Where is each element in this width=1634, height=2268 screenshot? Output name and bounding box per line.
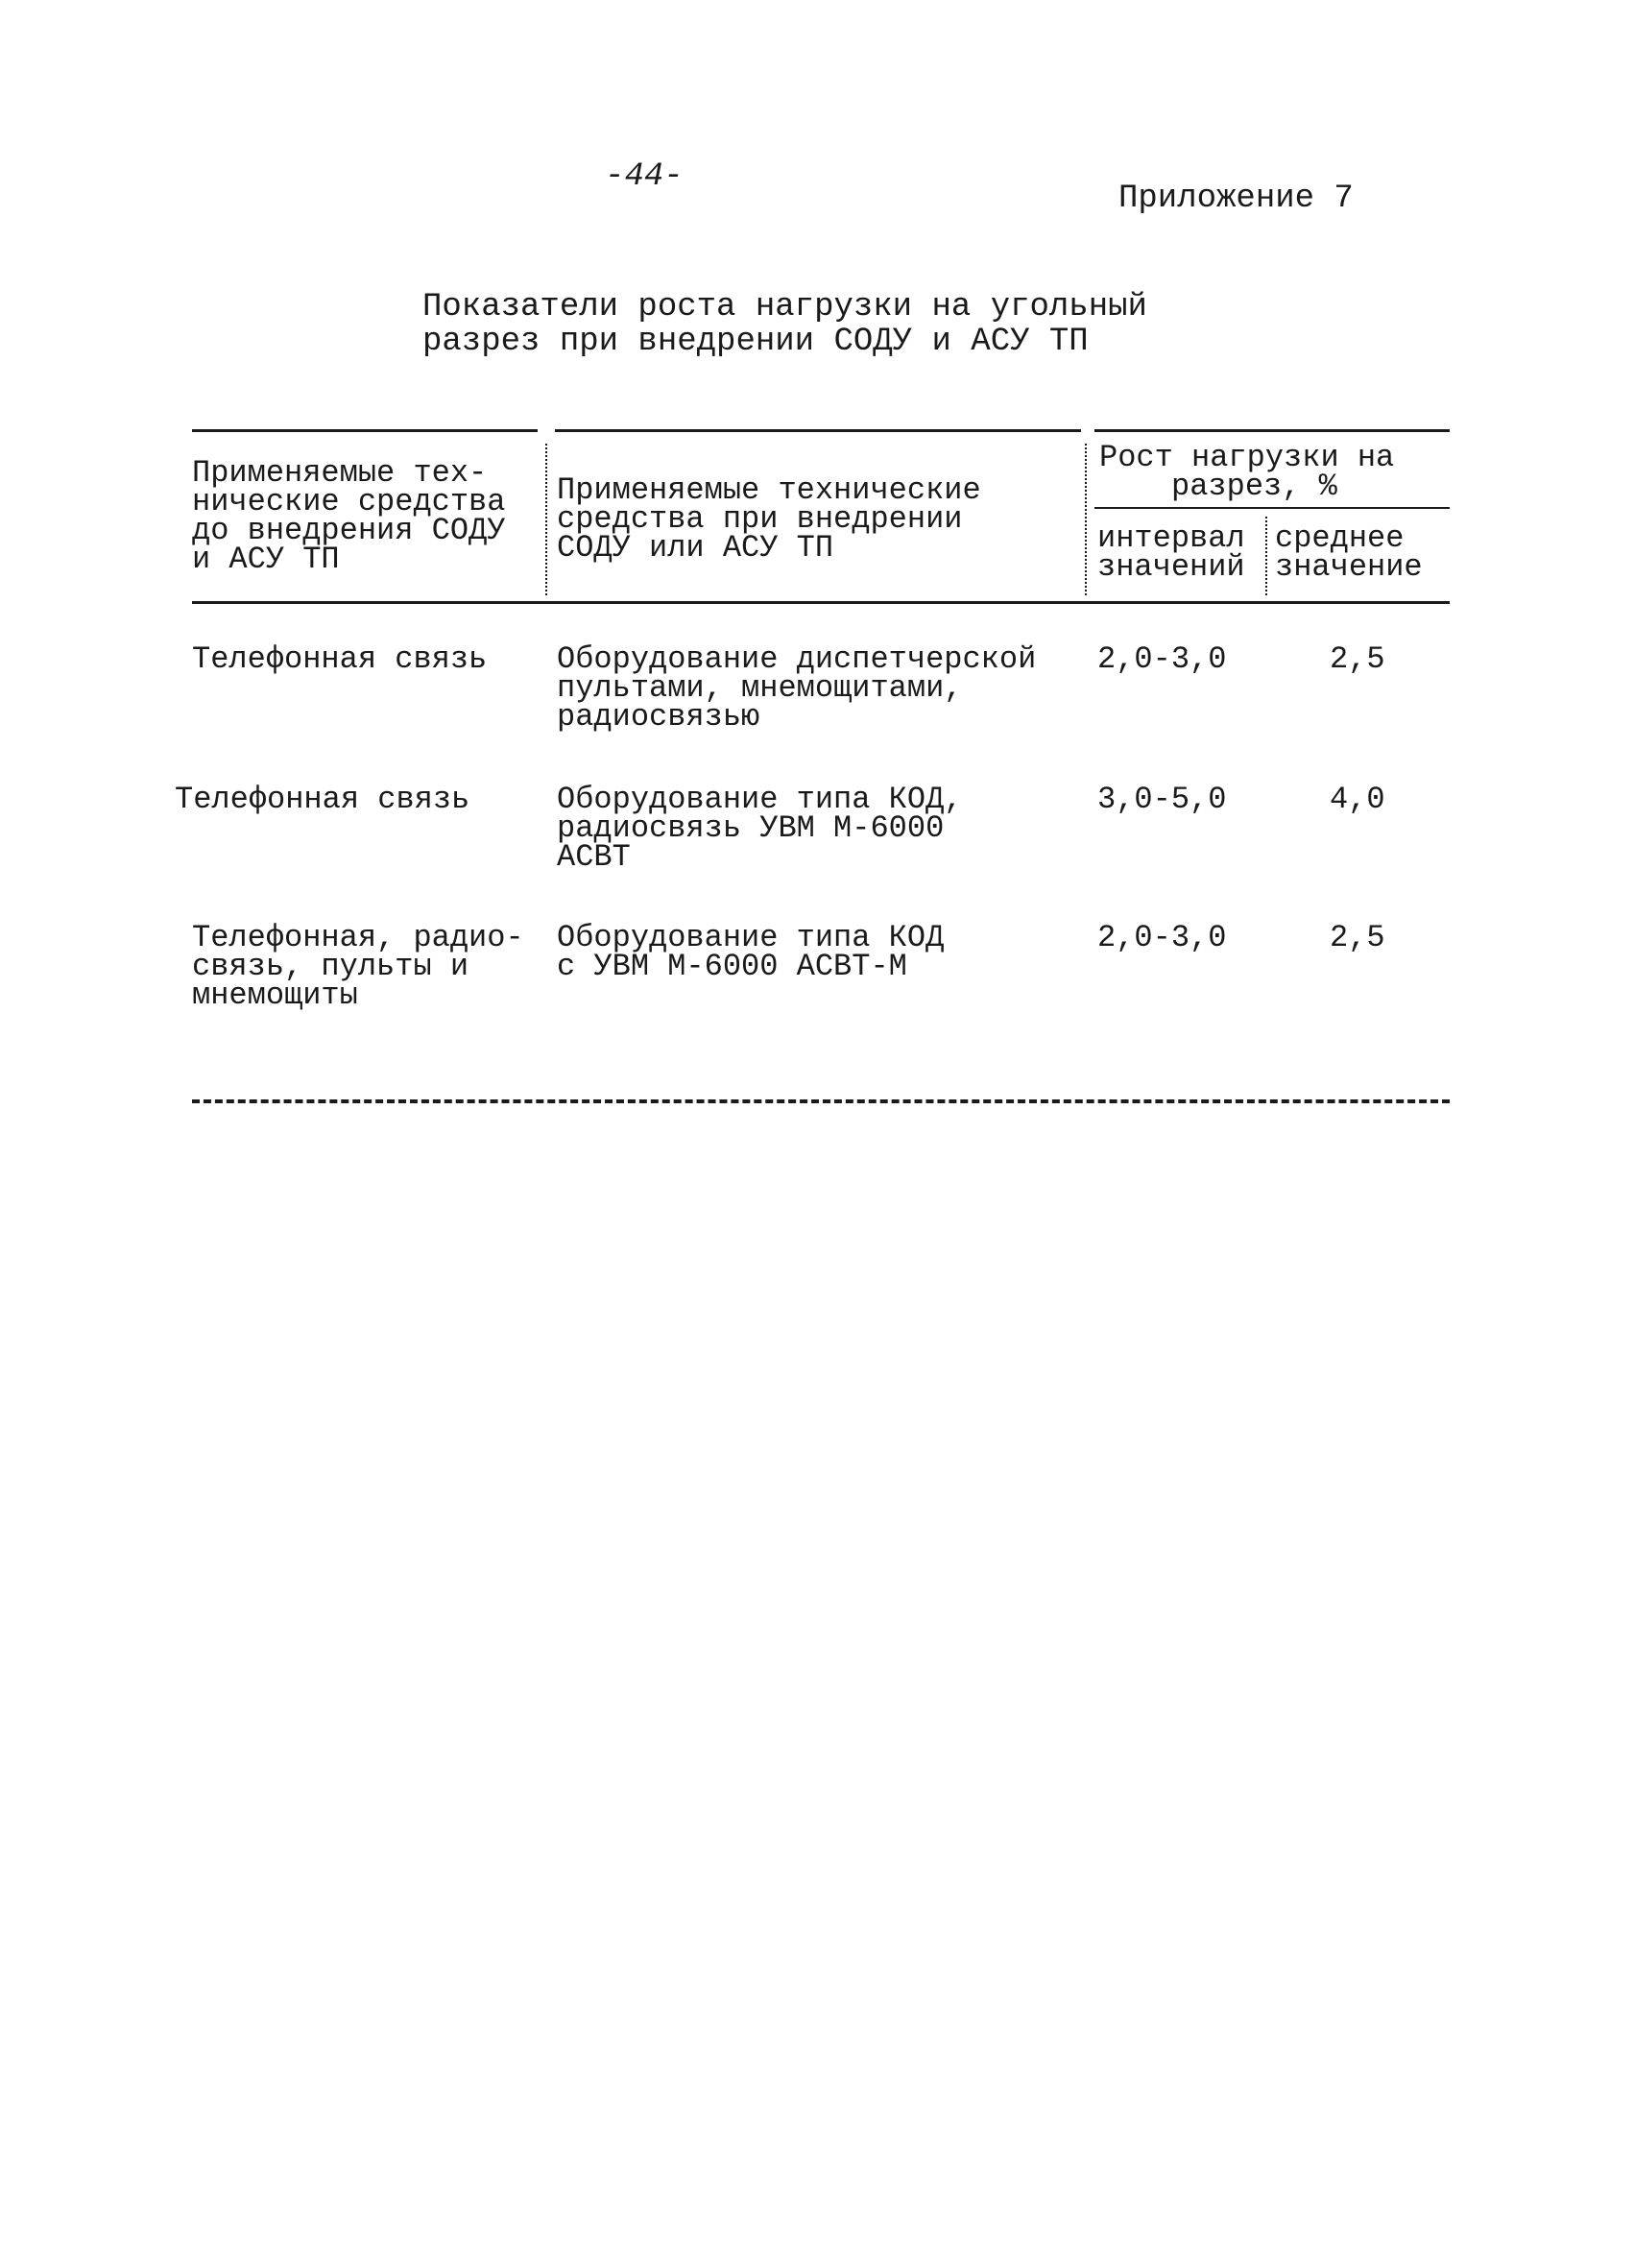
table-top-rule [1094,429,1450,432]
title-line: разрез при внедрении СОДУ и АСУ ТП [422,324,1089,360]
header-after-tools: Применяемые технические средства при внедрении СОДУ или АСУ ТП [557,472,981,566]
table-row-1-after: Оборудование диспетчерской пультами, мнемощитами, радиосвязью [557,641,1037,735]
column-separator [1085,444,1087,595]
table-row-3-interval: 2,0-3,0 [1097,920,1227,955]
column-separator [545,444,547,595]
header-average: среднее значение [1275,520,1423,585]
table-row-1-interval: 2,0-3,0 [1097,641,1227,677]
header-group-load-growth: Рост нагрузки на разрез, % [1099,440,1395,504]
table-row-2-after: Оборудование типа КОД, радиосвязь УВМ М-6000 АСВТ [557,782,963,875]
page-number: -44- [605,158,684,195]
header-bottom-rule [192,601,1450,604]
table-row-2-average: 4,0 [1330,782,1385,817]
table-row-2-before: Телефонная связь [175,782,470,817]
table-top-rule [555,429,1081,432]
table-row-3-average: 2,5 [1330,920,1385,955]
header-before-tools: Применяемые тех- нические средства до внедрения СОДУ и АСУ ТП [192,455,506,577]
header-group-rule [1094,507,1450,509]
table-row-1-average: 2,5 [1330,641,1385,677]
header-interval: интервал значений [1097,520,1245,585]
appendix-label: Приложение 7 [1118,181,1354,217]
column-separator [1265,517,1267,595]
table-end-dashed-rule [192,1099,1450,1103]
document-title [422,290,1147,359]
table-row-3-before: Телефонная, радио- связь, пульты и мнемощиты [192,920,524,1013]
table-top-rule [192,429,538,432]
table-row-1-before: Телефонная связь [192,641,488,677]
table-row-3-after: Оборудование типа КОД с УВМ М-6000 АСВТ-М [557,920,945,984]
title-line: Показатели роста нагрузки на угольный [422,289,1147,326]
table-row-2-interval: 3,0-5,0 [1097,782,1227,817]
